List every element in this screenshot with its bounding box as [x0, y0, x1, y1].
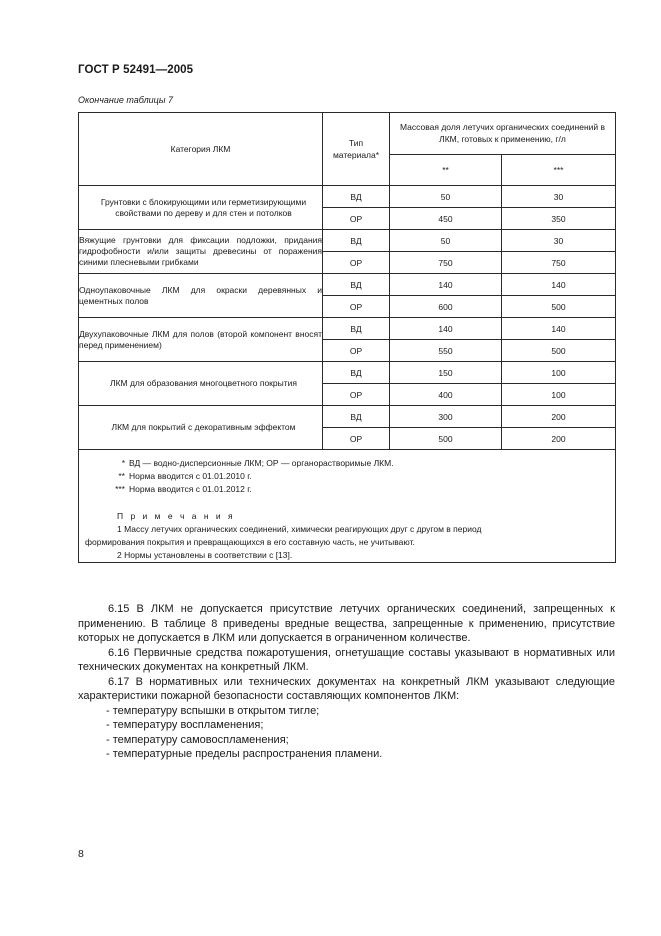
value-2010-cell: 50 — [390, 186, 502, 208]
value-2010-cell: 300 — [390, 406, 502, 428]
type-cell: ОР — [323, 208, 390, 230]
body-text — [78, 602, 615, 762]
header-col-2012: *** — [502, 154, 616, 185]
notes-title: П р и м е ч а н и я — [117, 510, 236, 521]
footnote-mark: ** — [118, 470, 125, 481]
type-cell: ВД — [323, 406, 390, 428]
category-cell: Одноупаковочные ЛКМ для окраски деревянных и цементных полов — [79, 274, 323, 318]
type-cell: ВД — [323, 362, 390, 384]
value-2010-cell: 550 — [390, 340, 502, 362]
type-cell: ОР — [323, 296, 390, 318]
type-cell: ОР — [323, 252, 390, 274]
value-2012-cell: 140 — [502, 274, 616, 296]
value-2012-cell: 200 — [502, 428, 616, 450]
table-notes — [79, 450, 616, 563]
value-2012-cell: 500 — [502, 340, 616, 362]
category-cell: ЛКМ для покрытий с декоративным эффектом — [79, 406, 323, 450]
value-2012-cell: 100 — [502, 384, 616, 406]
type-cell: ОР — [323, 384, 390, 406]
value-2012-cell: 350 — [502, 208, 616, 230]
footnote — [79, 470, 615, 483]
header-mass-line1: Массовая доля летучих органических соединений в — [399, 122, 606, 133]
value-2010-cell: 450 — [390, 208, 502, 230]
list-item: - температуру воспламенения; — [106, 719, 264, 731]
voc-table — [78, 112, 616, 563]
document-header: ГОСТ Р 52491—2005 — [78, 64, 194, 76]
type-cell: ВД — [323, 274, 390, 296]
fire-safety-list — [78, 704, 615, 762]
table-row — [79, 274, 616, 296]
footnote — [79, 457, 615, 470]
value-2010-cell: 500 — [390, 428, 502, 450]
note-2: 2 Нормы установлены в соответствии с [13]. — [117, 549, 293, 560]
value-2010-cell: 750 — [390, 252, 502, 274]
value-2012-cell: 500 — [502, 296, 616, 318]
value-2012-cell: 750 — [502, 252, 616, 274]
value-2010-cell: 150 — [390, 362, 502, 384]
value-2012-cell: 100 — [502, 362, 616, 384]
footnote-mark: *** — [115, 483, 125, 494]
value-2010-cell: 140 — [390, 274, 502, 296]
value-2012-cell: 140 — [502, 318, 616, 340]
note-1-line1: 1 Массу летучих органических соединений, химически реагирующих друг с другом в период — [117, 523, 482, 534]
table-row — [79, 362, 616, 384]
type-cell: ВД — [323, 230, 390, 252]
header-col-2010: ** — [390, 154, 502, 185]
table-row — [79, 186, 616, 208]
header-type-line2: материала* — [332, 150, 380, 160]
footnote-text: Норма вводится с 01.01.2010 г. — [129, 470, 252, 481]
category-cell: Двухупаковочные ЛКМ для полов (второй компонент вносят перед применением) — [79, 318, 323, 362]
header-mass-line2: ЛКМ, готовых к применению, г/л — [439, 134, 566, 145]
category-cell: ЛКМ для образования многоцветного покрытия — [79, 362, 323, 406]
header-mass-fraction — [390, 113, 616, 155]
paragraph-6-15: 6.15 В ЛКМ не допускается присутствие летучих органических соединений, запрещенных к применению. В таблице 8 приведены вредные вещества, запрещенные к применению, присутствие которых не допускается в ЛКМ или допускается в ограниченном количестве. — [78, 603, 615, 644]
footnote-text: Норма вводится с 01.01.2012 г. — [129, 483, 252, 494]
value-2010-cell: 600 — [390, 296, 502, 318]
note-1-line2: формирования покрытия и превращающихся в его составную часть, не учитывают. — [85, 536, 415, 547]
table-row — [79, 318, 616, 340]
type-cell: ОР — [323, 340, 390, 362]
value-2012-cell: 30 — [502, 230, 616, 252]
value-2012-cell: 30 — [502, 186, 616, 208]
value-2010-cell: 400 — [390, 384, 502, 406]
category-cell: Грунтовки с блокирующими или герметизирующими свойствами по дереву и для стен и потолков — [79, 186, 323, 230]
paragraph-6-16: 6.16 Первичные средства пожаротушения, огнетушащие составы указывают в нормативных или технических документах на конкретный ЛКМ. — [78, 646, 615, 673]
category-cell: Вяжущие грунтовки для фиксации подложки, придания гидрофобности и/или защиты древесины от поражения синими плесневыми грибками — [79, 230, 323, 274]
header-type-line1: Тип — [348, 138, 364, 148]
table-row — [79, 230, 616, 252]
footnote-text: ВД — водно-дисперсионные ЛКМ; ОР — органорастворимые ЛКМ. — [129, 457, 394, 468]
type-cell: ВД — [323, 318, 390, 340]
header-material-type — [323, 113, 390, 186]
paragraph-6-17: 6.17 В нормативных или технических документах на конкретный ЛКМ указывают следующие характеристики пожарной безопасности составляющих компонентов ЛКМ: — [78, 675, 615, 702]
footnote-mark: * — [121, 457, 125, 468]
value-2012-cell: 200 — [502, 406, 616, 428]
list-item: - температурные пределы распространения пламени. — [106, 748, 383, 760]
type-cell: ОР — [323, 428, 390, 450]
page-number: 8 — [78, 848, 84, 860]
value-2010-cell: 140 — [390, 318, 502, 340]
header-category: Категория ЛКМ — [79, 113, 323, 186]
table-row — [79, 406, 616, 428]
list-item: - температуру самовоспламенения; — [106, 733, 289, 746]
type-cell: ВД — [323, 186, 390, 208]
value-2010-cell: 50 — [390, 230, 502, 252]
list-item: - температуру вспышки в открытом тигле; — [106, 704, 320, 717]
footnote — [79, 483, 615, 496]
table-caption: Окончание таблицы 7 — [78, 95, 173, 105]
